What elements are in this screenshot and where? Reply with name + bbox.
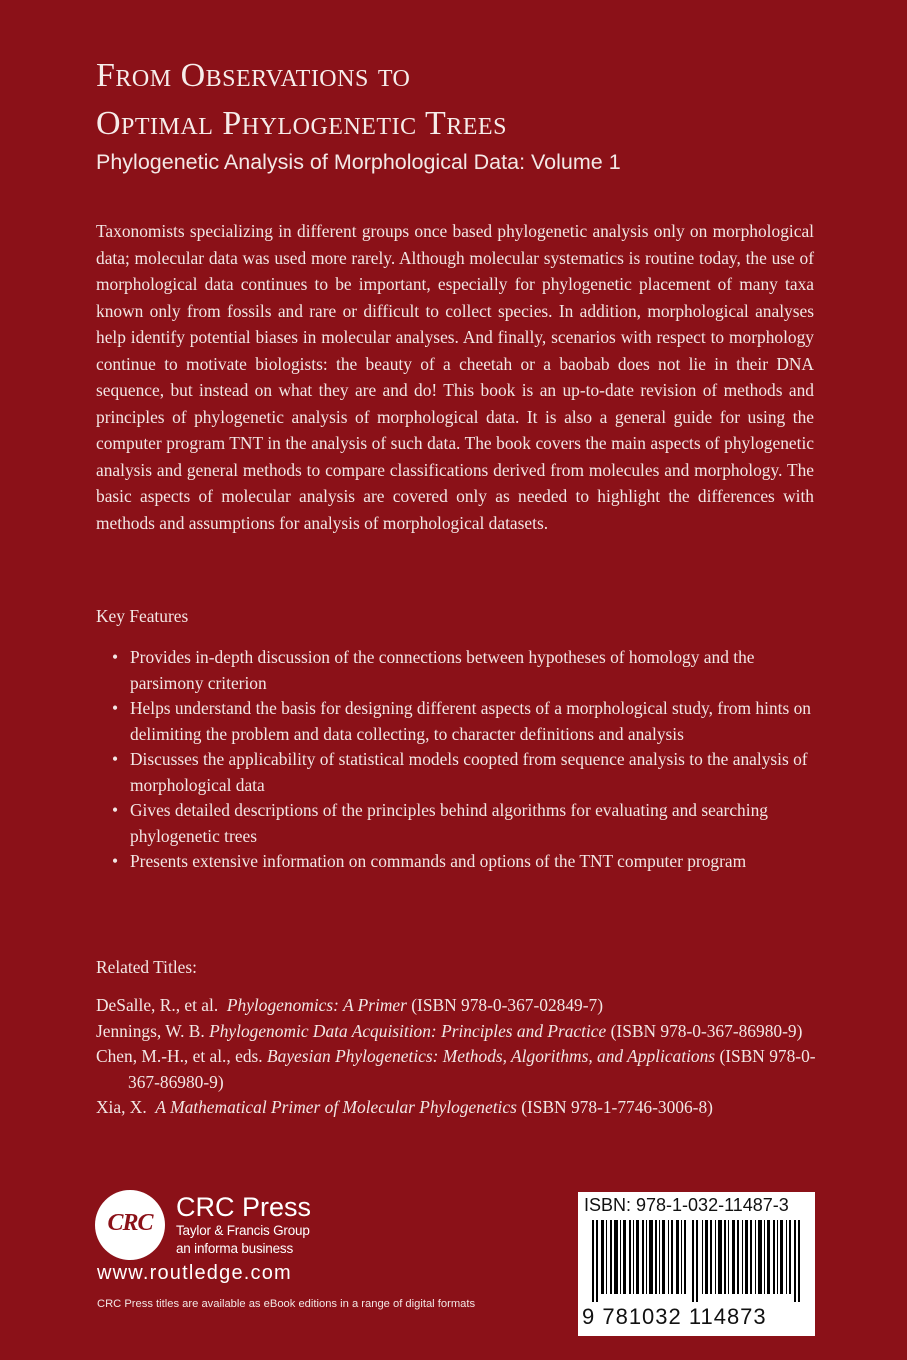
related-isbn: (ISBN 978-0-367-86980-9) bbox=[128, 1046, 816, 1092]
description-paragraph: Taxonomists specializing in different groups once based phylogenetic analysis only on morphological data; molecular data was used more rarely. Although molecular systematics is routine today, the use of morphological data continues to be important, especially for phylogenetic placement of many taxa known only from fossils and rare or difficult to collect species. In addition, morphological analyses help identify potential biases in molecular analyses. And finally, scenarios with respect to morphology continue to motivate biologists: the beauty of a cheetah or a baobab does not lie in their DNA sequence, but instead on what they are and do! This book is an up-to-date revision of methods and principles of phylogenetic analysis of morphological data. It is also a general guide for using the computer program TNT in the analysis of such data. The book covers the main aspects of phylogenetic analysis and general methods to compare classifications derived from molecules and morphology. The basic aspects of molecular analysis are covered only as needed to highlight the differences with methods and assumptions for analysis of morphological datasets. bbox=[96, 221, 814, 533]
publisher-url[interactable]: www.routledge.com bbox=[97, 1262, 292, 1284]
key-features-list bbox=[112, 645, 818, 875]
book-title bbox=[96, 52, 856, 148]
related-title-entry bbox=[96, 1095, 816, 1121]
related-isbn: (ISBN 978-0-367-02849-7) bbox=[411, 995, 604, 1015]
feature-item: • Provides in-depth discussion of the connections between hypotheses of homology and the parsimony criterion bbox=[112, 645, 818, 696]
key-features-heading: Key Features bbox=[96, 606, 189, 626]
related-titles-heading: Related Titles: bbox=[96, 957, 197, 977]
logo-text: CRC bbox=[107, 1210, 153, 1236]
related-author: DeSalle, R., et al. bbox=[96, 995, 219, 1015]
feature-item: • Helps understand the basis for designing different aspects of a morphological study, from hints on delimiting the problem and data collecting, to character definitions and analysis bbox=[112, 696, 818, 747]
related-title: Phylogenomics: A Primer bbox=[226, 995, 407, 1015]
publisher-brand bbox=[176, 1192, 311, 1258]
feature-item: • Discusses the applicability of statistical models coopted from sequence analysis to the analysis of morphological data bbox=[112, 747, 818, 798]
related-title: Bayesian Phylogenetics: Methods, Algorithms, and Applications bbox=[267, 1046, 716, 1066]
related-title: Phylogenomic Data Acquisition: Principles and Practice bbox=[209, 1020, 607, 1041]
publisher-group: Taylor & Francis Group bbox=[176, 1223, 310, 1238]
related-title: A Mathematical Primer of Molecular Phylogenetics bbox=[155, 1097, 517, 1117]
isbn-barcode bbox=[578, 1192, 815, 1336]
publisher-name: CRC Press bbox=[176, 1192, 312, 1222]
title-line-1: From Observations to bbox=[96, 57, 411, 94]
feature-item: • Gives detailed descriptions of the principles behind algorithms for evaluating and searching phylogenetic trees bbox=[112, 798, 818, 849]
related-title-entry bbox=[96, 993, 816, 1019]
title-line-2: Optimal Phylogenetic Trees bbox=[96, 105, 507, 142]
ebook-note: CRC Press titles are available as eBook editions in a range of digital formats bbox=[97, 1298, 476, 1310]
publisher-business: an informa business bbox=[176, 1241, 294, 1256]
related-titles-list bbox=[96, 993, 816, 1121]
barcode-bars-icon bbox=[592, 1220, 804, 1302]
isbn-label: ISBN: 978-1-032-11487-3 bbox=[584, 1195, 789, 1215]
related-author: Jennings, W. B. bbox=[96, 1020, 205, 1041]
related-isbn: (ISBN 978-1-7746-3006-8) bbox=[521, 1097, 713, 1117]
feature-item: • Presents extensive information on commands and options of the TNT computer program bbox=[112, 849, 818, 875]
related-title-entry bbox=[96, 1019, 816, 1045]
related-title-entry bbox=[96, 1044, 816, 1095]
related-isbn: (ISBN 978-0-367-86980-9) bbox=[610, 1020, 803, 1041]
isbn-digits: 9 781032 114873 bbox=[582, 1304, 767, 1329]
book-subtitle: Phylogenetic Analysis of Morphological Data: Volume 1 bbox=[96, 150, 621, 174]
related-author: Xia, X. bbox=[96, 1097, 147, 1117]
related-author: Chen, M.-H., et al., eds. bbox=[96, 1046, 263, 1066]
